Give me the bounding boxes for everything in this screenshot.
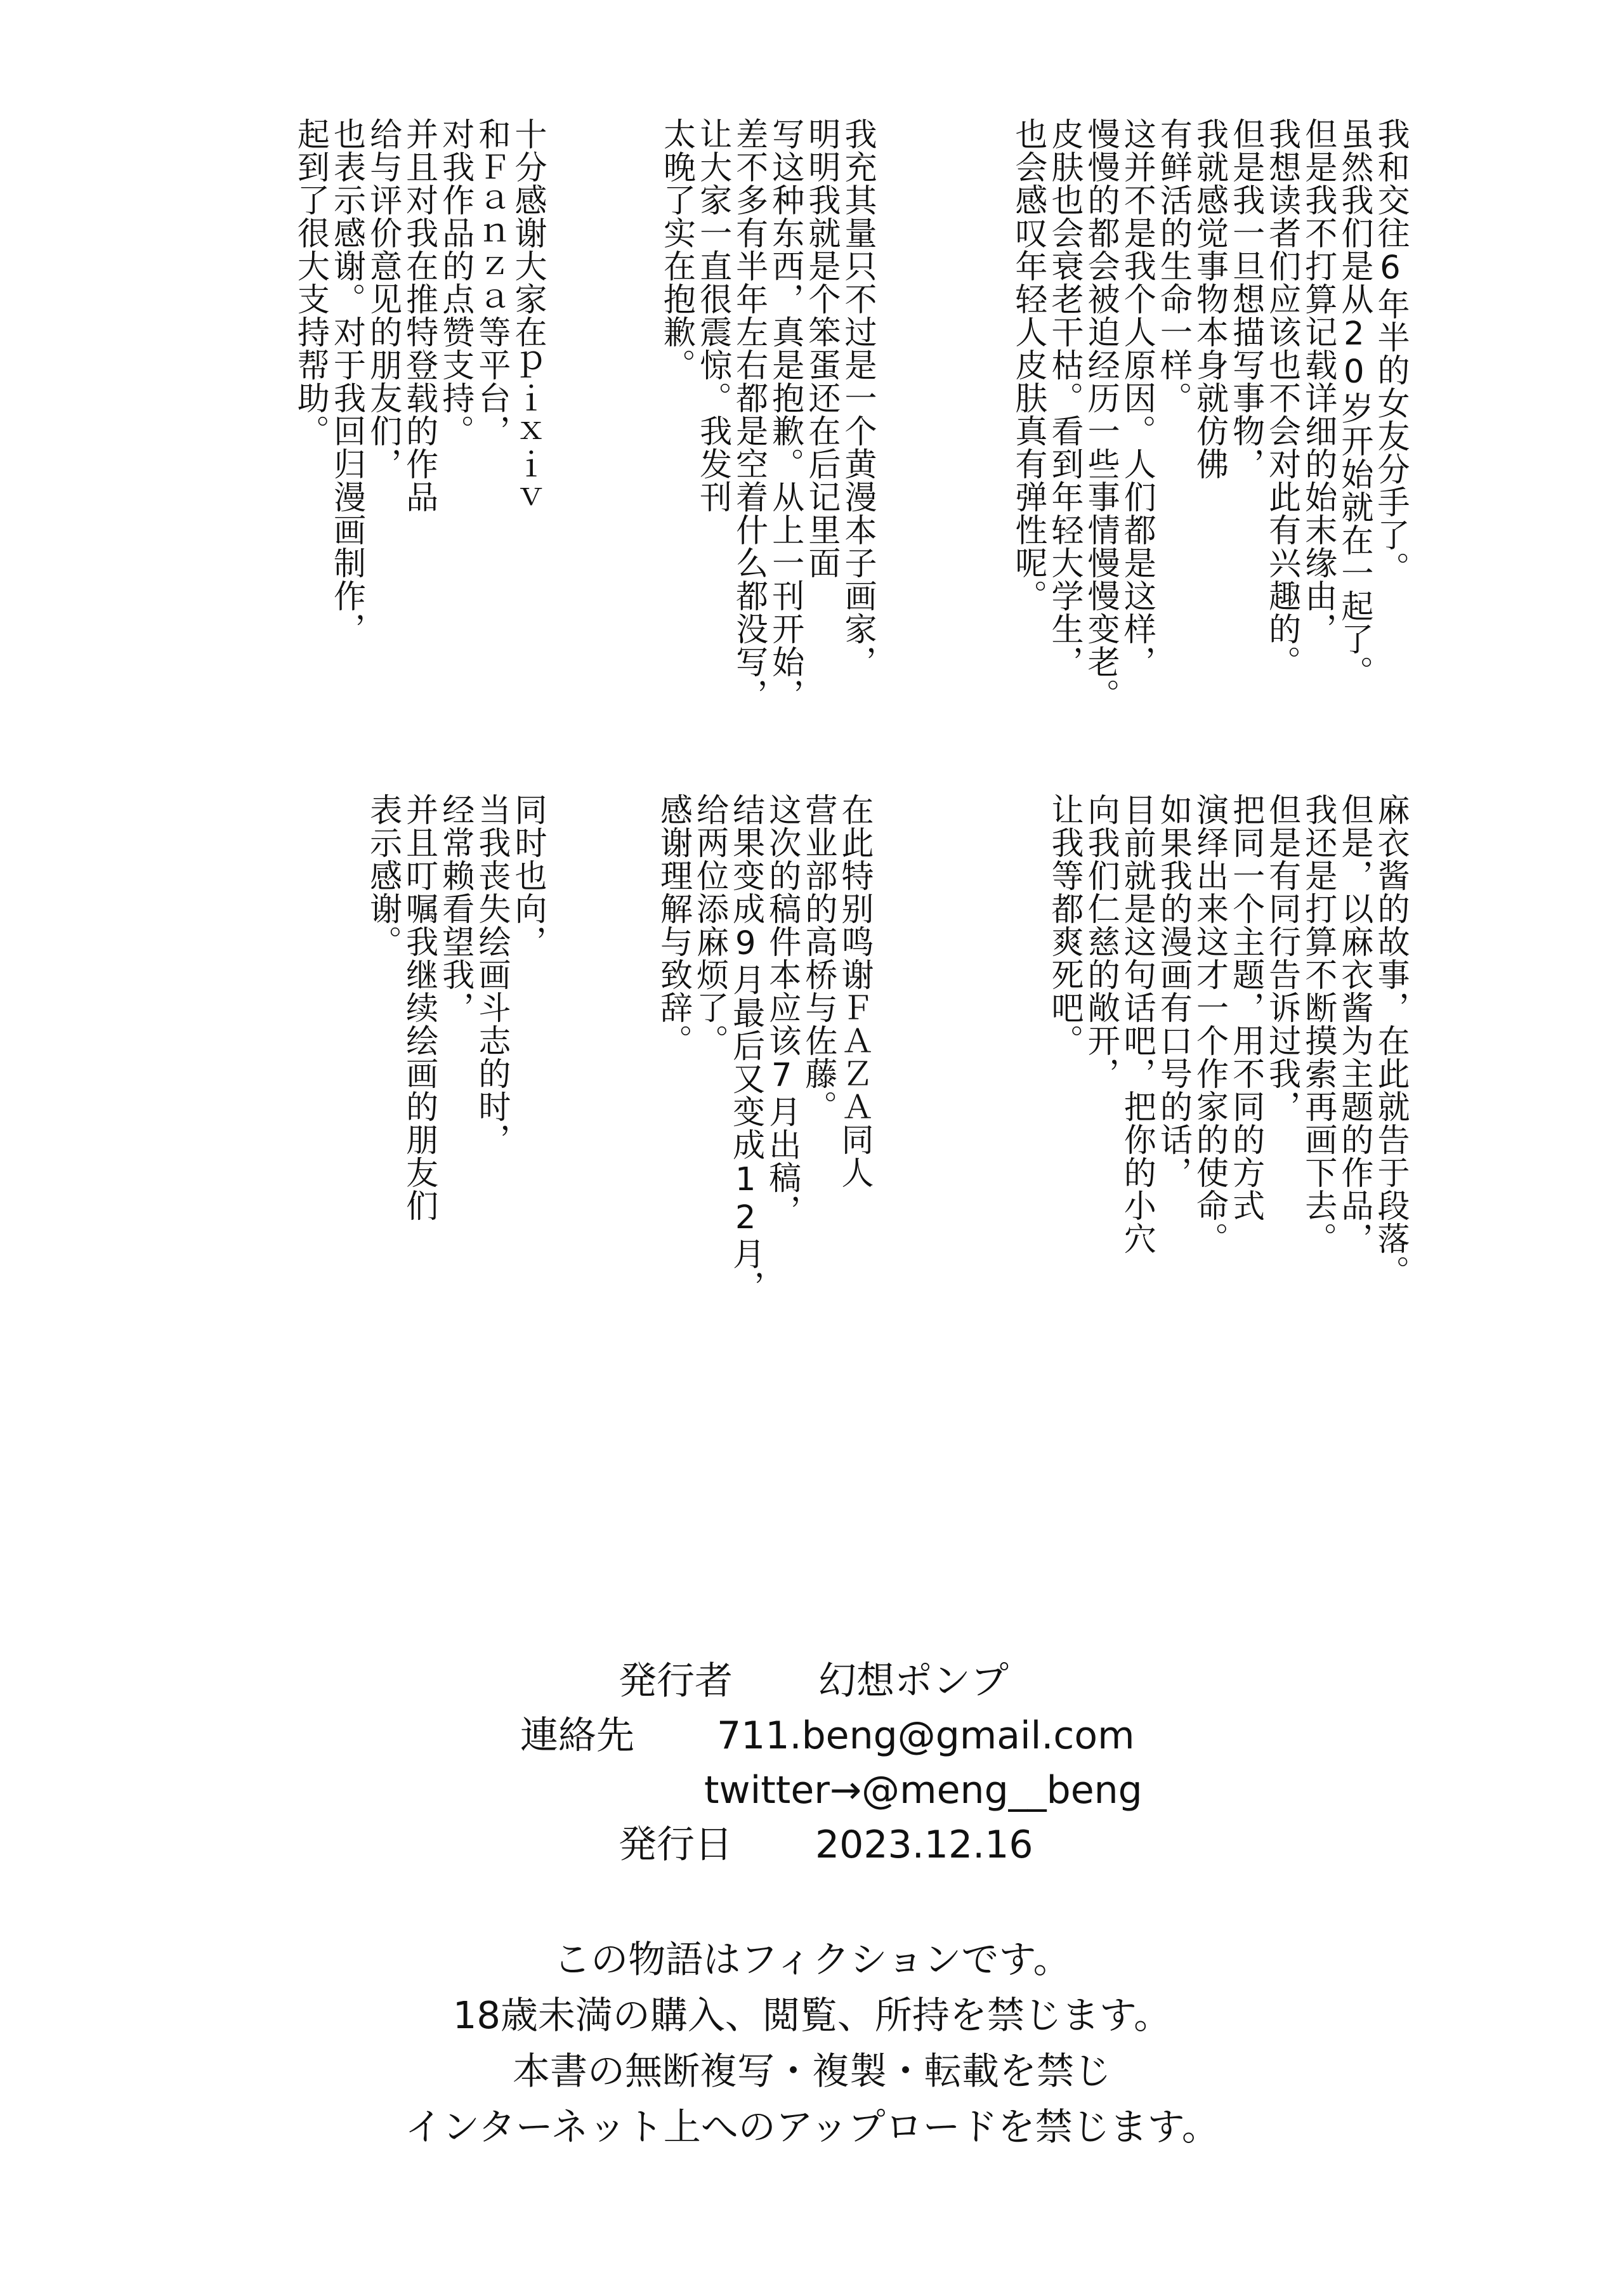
text-line: 并且对我在推特登载的作品: [400, 117, 438, 513]
text-line: 也会感叹年轻人皮肤真有弹性呢。: [1009, 117, 1047, 612]
text-line: 我和交往6年半的女友分手了。: [1372, 117, 1409, 584]
text-line: 我就感觉事物本身就仿佛: [1190, 117, 1228, 480]
text-line: 但是，以麻衣酱为主题的作品，: [1335, 793, 1373, 1255]
text-line: 麻衣酱的故事，在此就告于段落。: [1372, 793, 1409, 1288]
text-line: 写这种东西，真是抱歉。从上一刊开始，: [766, 117, 804, 711]
notice-fiction: この物語はフィクションです。: [553, 1937, 1071, 1981]
contact-label: 連絡先: [520, 1714, 634, 1758]
text-line: 明明我就是个笨蛋还在后记里面: [802, 117, 840, 579]
text-line: 和Ｆａｎｚａ等平台，: [472, 117, 510, 447]
text-line: 但是有同行告诉过我，: [1262, 793, 1300, 1123]
text-line: 十分感谢大家在ｐｉｘｉｖ: [509, 117, 546, 513]
text-line: 给两位添麻烦了。: [690, 793, 728, 1057]
text-line: 同时也向，: [509, 793, 546, 958]
text-line: 虽然我们是从20岁开始就在一起了。: [1335, 117, 1373, 688]
text-line: 差不多有半年左右都是空着什么都没写，: [730, 117, 768, 711]
text-line: 皮肤也会衰老干枯。看到年轻大学生，: [1045, 117, 1084, 678]
text-line: 感谢理解与致辞。: [654, 793, 692, 1057]
text-line: 演绎出来这才一个作家的使命。: [1190, 793, 1228, 1255]
text-line: 营业部的高桥与佐藤。: [799, 793, 837, 1123]
text-line: 对我作品的点赞支持。: [436, 117, 474, 447]
contact-email: 711.beng@gmail.com: [717, 1714, 1135, 1758]
text-line: 但是我不打算记载详细的始末缘由，: [1299, 117, 1337, 645]
text-line: 表示感谢。: [363, 793, 402, 958]
text-line: 但是我一旦想描写事物，: [1226, 117, 1264, 480]
text-line: 结果变成9月最后又变成12月，: [726, 793, 764, 1303]
text-line: 并且叮嘱我继续绘画的朋友们: [400, 793, 438, 1222]
text-line: 也表示感谢。对于我回归漫画制作，: [327, 117, 365, 645]
notice-no-upload: インターネット上へのアップロードを禁じます。: [405, 2105, 1219, 2149]
text-line: 太晚了实在抱歉。: [657, 117, 695, 381]
text-line: 把同一个主题，用不同的方式: [1226, 793, 1264, 1222]
notice-age-restriction: 18歳未満の購入、閲覧、所持を禁じます。: [452, 1993, 1172, 2037]
text-line: 我还是打算不断摸索再画下去。: [1299, 793, 1337, 1255]
text-line: 向我们仁慈的敞开，: [1082, 793, 1120, 1090]
text-line: 如果我的漫画有口号的话，: [1154, 793, 1192, 1189]
text-line: 我想读者们应该也不会对此有兴趣的。: [1262, 117, 1300, 678]
text-line: 有鲜活的生命一样。: [1154, 117, 1192, 414]
date-value: 2023.12.16: [815, 1823, 1033, 1867]
text-line: 慢慢的都会被迫经历一些事情慢慢变老。: [1082, 117, 1120, 711]
date-label: 発行日: [619, 1823, 733, 1867]
text-line: 这并不是我个人原因。人们都是这样，: [1118, 117, 1156, 678]
contact-twitter: twitter→@meng__beng: [704, 1768, 1143, 1812]
text-line: 目前就是这句话吧，把你的小穴: [1118, 793, 1156, 1255]
legal-notice: [0, 1932, 1624, 2155]
text-line: 经常赖看望我，: [436, 793, 474, 1024]
text-line: 这次的稿件本应该7月出稿，: [763, 793, 801, 1227]
publisher-value: 幻想ポンプ: [818, 1659, 1009, 1703]
text-line: 起到了很大支持帮助。: [291, 117, 329, 447]
text-line: 当我丧失绘画斗志的时，: [472, 793, 510, 1156]
text-line: 让大家一直很震惊。我发刊: [693, 117, 731, 513]
notice-no-copying: 本書の無断複写・複製・転載を禁じ: [512, 2049, 1111, 2093]
text-line: 在此特别鸣谢ＦＡＺＡ同人: [835, 793, 873, 1189]
publisher-label: 発行者: [619, 1659, 733, 1703]
text-line: 让我等都爽死吧。: [1045, 793, 1084, 1057]
text-line: 我充其量只不过是一个黄漫本子画家，: [839, 117, 876, 678]
text-line: 给与评价意见的朋友们，: [363, 117, 402, 480]
